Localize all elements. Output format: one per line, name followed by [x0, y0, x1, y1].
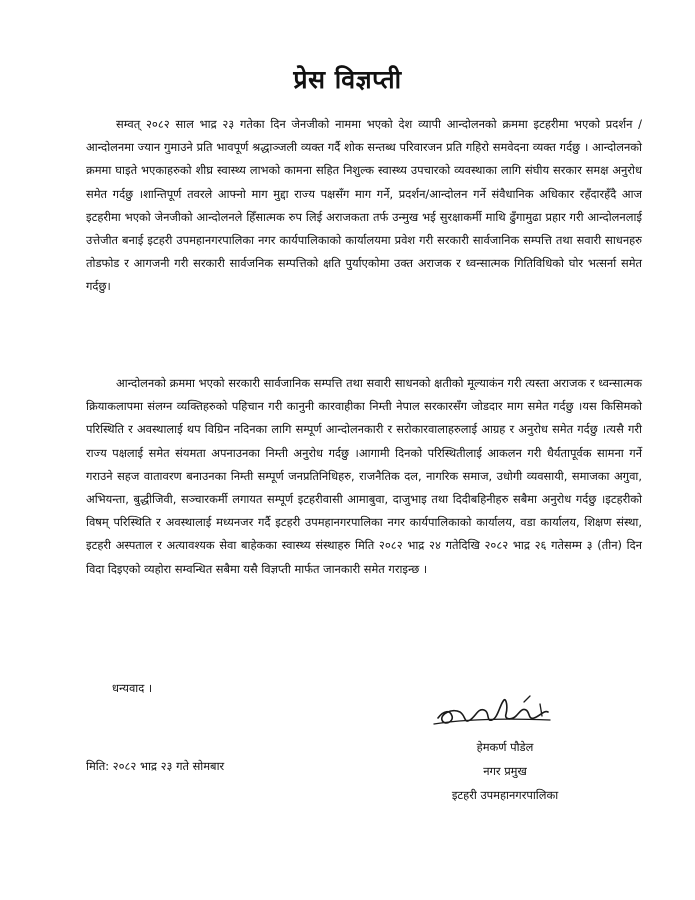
closing-thanks: धन्यवाद । — [112, 681, 153, 695]
paragraph-2: आन्दोलनको क्रममा भएको सरकारी सार्वजानिक सम्पत्ति तथा सवारी साधनको क्षतीको मूल्याकंन गरी त्यस्ता अराजक र ध्वन्सात्मक क्रियाकलापमा संलग्न व्यक्तिहरुको पहिचान गरी कानुनी कारवाहीका निम्ती नेपाल सरकारसँग जोडदार माग समेत गर्दछु ।यस किसिमको परिस्थिति र अवस्थालाई थप विग्रिन नदिनका लागि सम्पूर्ण आन्दोलनकारी र सरोकारवालाहरुलाई आग्रह र अनुरोध समेत गर्दछु ।त्यसै गरी राज्य पक्षलाई समेत संयमता अपनाउनका निम्ती अनुरोध गर्दछु ।आगामी दिनको परिस्थितीलाई आकलन गरी धैर्यतापूर्वक सामना गर्ने गराउने सहज वातावरण बनाउनका निम्ती सम्पूर्ण जनप्रतिनिधिहरु, राजनैतिक दल, नागरिक समाज, उधोगी व्यवसायी, समाजका अगुवा, अभियन्ता, बुद्धीजिवी, सञ्चारकर्मी लगायत सम्पूर्ण इटहरीवासी आमाबुवा, दाजुभाइ तथा दिदीबहिनीहरु सबैमा अनुरोध गर्दछु ।इटहरीको विषम् परिस्थिति र अवस्थालाई मध्यनजर गर्दै इटहरी उपमहानगरपालिका नगर कार्यपालिकाको कार्यालय, वडा कार्यालय, शिक्षण संस्था, इटहरी अस्पताल र अत्यावश्यक सेवा बाहेकका स्वास्थ्य संस्थाहरु मिति २०८२ भाद्र २४ गतेदिखि २०८२ भाद्र २६ गतेसम्म ३ (तीन) दिन विदा दिइएको व्यहोरा सम्वन्धित सबैमा यसै विज्ञप्ती मार्फत जानकारी समेत गराइन्छ । — [86, 376, 642, 576]
signature-block — [400, 735, 610, 807]
date-line: मिति: २०८२ भाद्र २३ गते सोमबार — [86, 759, 225, 773]
signatory-position: नगर प्रमुख — [483, 764, 527, 778]
document-title: प्रेस विज्ञप्ती — [293, 65, 402, 94]
paragraph-1: सम्वत् २०८२ साल भाद्र २३ गतेका दिन जेनजीको नाममा भएको देश व्यापी आन्दोलनको क्रममा इटहरीमा भएको प्रदर्शन / आन्दोलनमा ज्यान गुमाउने प्रति भावपूर्ण श्रद्धाञ्जली व्यक्त गर्दै शोक सन्तब्ध परिवारजन प्रति गहिरो समवेदना व्यक्त गर्दछु । आन्दोलनको क्रममा घाइते भएकाहरुको शीघ्र स्वास्थ्य लाभको कामना सहित निशुल्क स्वास्थ्य उपचारको व्यवस्थाका लागि संघीय सरकार समक्ष अनुरोध समेत गर्दछु ।शान्तिपूर्ण तवरले आफ्नो माग मुद्दा राज्य पक्षसँग माग गर्ने, प्रदर्शन/आन्दोलन गर्ने संवैधानिक अधिकार रहँदारहँदै आज इटहरीमा भएको जेनजीको आन्दोलनले हिँसात्मक रुप लिई अराजकता तर्फ उन्मुख भई सुरक्षाकर्मी माथि ढुँगामुढा प्रहार गरी आन्दोलनलाई उत्तेजीत बनाई इटहरी उपमहानगरपालिका नगर कार्यपालिकाको कार्यालयमा प्रवेश गरी सरकारी सार्वजानिक सम्पत्ति तथा सवारी साधनहरु तोडफोड र आगजनी गरी सरकारी सार्वजनिक सम्पत्तिको क्षति पुर्याएकोमा उक्त अराजक र ध्वन्सात्मक गितिविधिको घोर भत्सर्ना समेत गर्दछु। — [86, 117, 642, 294]
signatory-name: हेमकर्ण पौडेल — [476, 740, 534, 754]
signatory-organization: इटहरी उपमहानगरपालिका — [451, 788, 559, 802]
handwritten-signature — [430, 690, 560, 738]
